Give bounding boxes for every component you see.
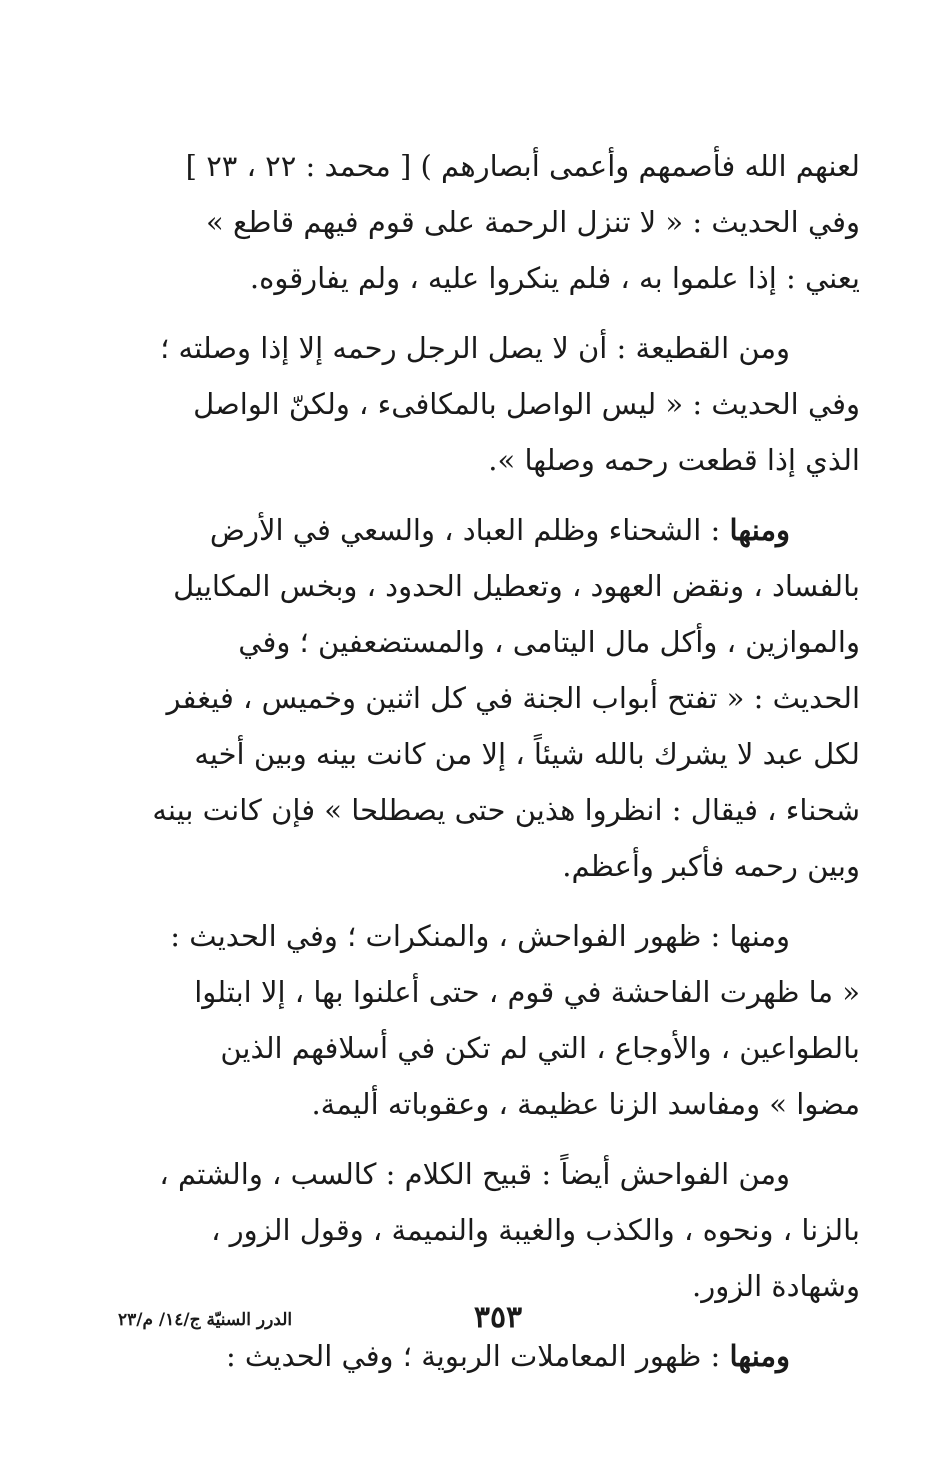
- line: ومن القطيعة : أن لا يصل الرجل رحمه إلا إذا وصلته ؛: [160, 331, 790, 365]
- paragraph-3: [118, 502, 860, 894]
- lead-word: ومنها: [729, 513, 790, 547]
- line: يعني : إذا علموا به ، فلم ينكروا عليه ، ولم يفارقوه.: [249, 261, 860, 295]
- paragraph-1: [118, 138, 860, 306]
- line: : الشحناء وظلم العباد ، والسعي في الأرض: [209, 513, 721, 547]
- line: بالفساد ، ونقض العهود ، وتعطيل الحدود ، وبخس المكاييل: [173, 569, 860, 603]
- line: والموازين ، وأكل مال اليتامى ، والمستضعفين ؛ وفي: [238, 625, 860, 659]
- line: : ظهور المعاملات الربوية ؛ وفي الحديث :: [225, 1339, 721, 1373]
- lead-word: ومنها: [729, 1339, 790, 1373]
- line: بالطواعين ، والأوجاع ، التي لم تكن في أسلافهم الذين: [220, 1031, 860, 1065]
- page-body: [118, 138, 860, 1398]
- paragraph-4: [118, 908, 860, 1132]
- line: « ما ظهرت الفاحشة في قوم ، حتى أعلنوا بها ، إلا ابتلوا: [194, 975, 860, 1009]
- line: وشهادة الزور.: [692, 1269, 860, 1303]
- line: الذي إذا قطعت رحمه وصلها ».: [488, 443, 860, 477]
- page-footer: [118, 1300, 860, 1340]
- paragraph-2: [118, 320, 860, 488]
- line: لكل عبد لا يشرك بالله شيئاً ، إلا من كانت بينه وبين أخيه: [194, 737, 860, 771]
- paragraph-5: [118, 1146, 860, 1314]
- line: لعنهم الله فأصمهم وأعمى أبصارهم ) [ محمد : ٢٢ ، ٢٣ ]: [185, 149, 860, 183]
- line: ومنها : ظهور الفواحش ، والمنكرات ؛ وفي الحديث :: [170, 919, 790, 953]
- line: وفي الحديث : « لا تنزل الرحمة على قوم فيهم قاطع »: [205, 205, 860, 239]
- line: مضوا » ومفاسد الزنا عظيمة ، وعقوباته أليمة.: [311, 1087, 860, 1121]
- line: شحناء ، فيقال : انظروا هذين حتى يصطلحا » فإن كانت بينه: [152, 793, 860, 827]
- line: وبين رحمه فأكبر وأعظم.: [562, 849, 860, 883]
- line: الحديث : « تفتح أبواب الجنة في كل اثنين وخميس ، فيغفر: [166, 681, 860, 715]
- page-number: ٣٥٣: [473, 1300, 523, 1335]
- line: ومن الفواحش أيضاً : قبيح الكلام : كالسب ، والشتم ،: [159, 1157, 790, 1191]
- line: وفي الحديث : « ليس الواصل بالمكافىء ، ولكنّ الواصل: [193, 387, 860, 421]
- source-reference: الدرر السنيّة ج/١٤/ م/٢٣: [118, 1310, 293, 1330]
- line: بالزنا ، ونحوه ، والكذب والغيبة والنميمة ، وقول الزور ،: [211, 1213, 860, 1247]
